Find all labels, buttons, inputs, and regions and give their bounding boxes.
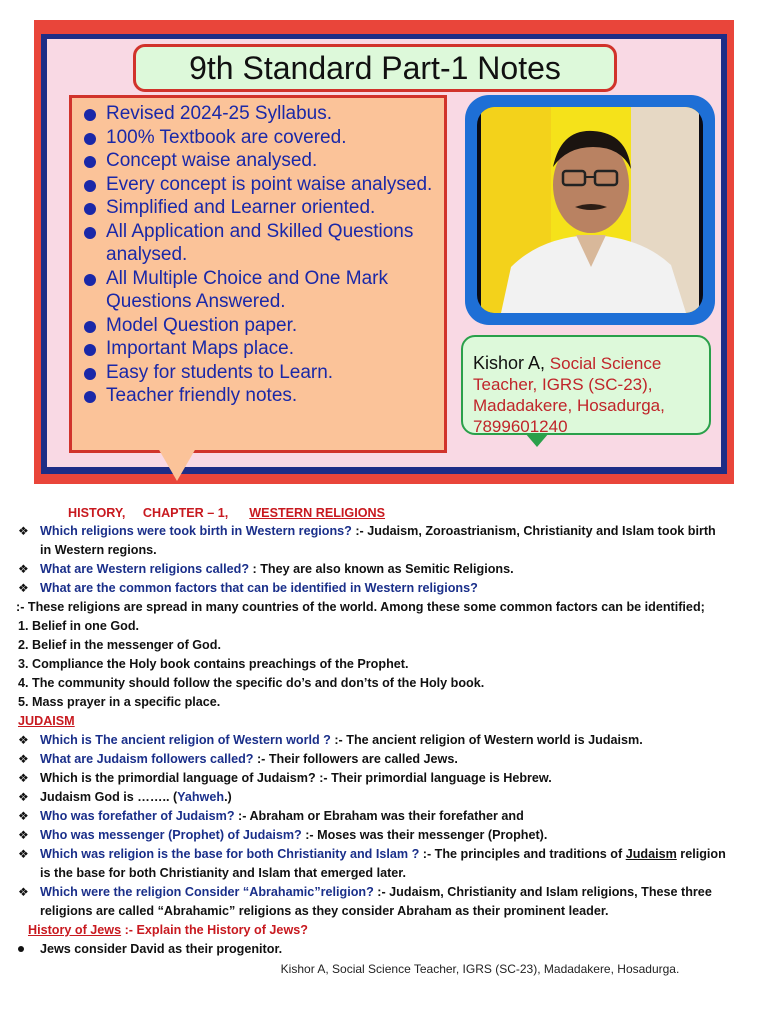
qa-line (40, 807, 524, 826)
feature-item: Model Question paper. (82, 314, 438, 338)
diamond-bullet-icon: ❖ (18, 733, 29, 747)
diamond-bullet-icon: ❖ (18, 581, 29, 595)
feature-item: Revised 2024-25 Syllabus. (82, 102, 438, 126)
qa-line (40, 826, 547, 845)
feature-item: Teacher friendly notes. (82, 384, 438, 408)
promo-banner (34, 20, 734, 484)
qa-line (40, 560, 514, 579)
feature-item: Simplified and Learner oriented. (82, 196, 438, 220)
feature-list (72, 98, 444, 408)
bullet-item: Jews consider David as their progenitor. (40, 942, 283, 956)
author-info-box (461, 335, 711, 435)
diamond-bullet-icon: ❖ (18, 752, 29, 766)
section-heading-judaism: JUDAISM (18, 714, 75, 728)
question-text: Who was messenger (Prophet) of Judaism? (40, 828, 302, 842)
answer-text: Judaism God is …….. ( (40, 790, 178, 804)
answer-text: :- Judaism, Zoroastrianism, Christianity and Islam took birth (351, 524, 716, 538)
qa-line: Which is the primordial language of Judaism? :- Their primordial language is Hebrew. (40, 771, 552, 785)
qa-line (40, 788, 232, 807)
banner-frame (41, 34, 727, 474)
qa-line (40, 750, 458, 769)
author-photo (477, 107, 703, 313)
diamond-bullet-icon: ❖ (18, 885, 29, 899)
diamond-bullet-icon: ❖ (18, 524, 29, 538)
bullet-dot-icon (18, 946, 24, 952)
callout-pointer (147, 429, 207, 481)
answer-continuation: is the base for both Christianity and Islam that emerged later. (40, 866, 407, 880)
feature-item: All Application and Skilled Questions analysed. (82, 220, 438, 267)
author-role: Social Science Teacher, IGRS (SC-23), Madadakere, Hosadurga, 7899601240 (473, 354, 665, 436)
author-portrait-image (481, 107, 699, 313)
diamond-bullet-icon: ❖ (18, 809, 29, 823)
factor-item: 2. Belief in the messenger of God. (18, 638, 221, 652)
banner-background (47, 39, 721, 467)
qa-line (40, 845, 726, 864)
topic-label: WESTERN RELIGIONS (249, 506, 386, 520)
feature-callout (69, 95, 447, 453)
feature-item: 100% Textbook are covered. (82, 126, 438, 150)
diamond-bullet-icon: ❖ (18, 771, 29, 785)
answer-text: :- The ancient religion of Western world is Judaism. (330, 733, 643, 747)
question-text: Which religions were took birth in Western regions? (40, 524, 352, 538)
answer-text: :- Moses was their messenger (Prophet). (301, 828, 548, 842)
diamond-bullet-icon: ❖ (18, 828, 29, 842)
feature-item: Concept waise analysed. (82, 149, 438, 173)
author-photo-frame (465, 95, 715, 325)
factor-item: 3. Compliance the Holy book contains preachings of the Prophet. (18, 657, 409, 671)
feature-item: Important Maps place. (82, 337, 438, 361)
qa-line (40, 731, 643, 750)
question-text: Which was religion is the base for both Christianity and Islam ? (40, 847, 420, 861)
answer-continuation: in Western regions. (40, 543, 157, 557)
subject-label: HISTORY, (68, 506, 126, 520)
answer-text: Judaism (625, 847, 677, 861)
feature-item: Easy for students to Learn. (82, 361, 438, 385)
section-heading-jews: History of Jews (28, 923, 122, 937)
question-text: What are Judaism followers called? (40, 752, 254, 766)
qa-line (40, 883, 712, 902)
question-text: What are Western religions called? (40, 562, 250, 576)
info-pointer (525, 433, 549, 447)
diamond-bullet-icon: ❖ (18, 847, 29, 861)
chapter-heading (68, 504, 385, 523)
answer-continuation: religions are called “Abrahamic” religions as they consider Abraham as their prominent leader. (40, 904, 609, 918)
factor-item: 5. Mass prayer in a specific place. (18, 695, 221, 709)
section-question: :- Explain the History of Jews? (121, 923, 308, 937)
answer-text: :- The principles and traditions of (419, 847, 626, 861)
factor-item: 1. Belief in one God. (18, 619, 140, 633)
answer-text: :- Judaism, Christianity and Islam religions, These three (373, 885, 712, 899)
answer-text: : They are also known as Semitic Religions. (249, 562, 514, 576)
feature-item: Every concept is point waise analysed. (82, 173, 438, 197)
question-text: Which is The ancient religion of Western world ? (40, 733, 331, 747)
god-name: Yahweh (177, 790, 225, 804)
question-text: Which were the religion Consider “Abrahamic”religion? (40, 885, 374, 899)
question-text: What are the common factors that can be identified in Western religions? (40, 581, 478, 595)
diamond-bullet-icon: ❖ (18, 562, 29, 576)
chapter-label: CHAPTER – 1, (142, 506, 229, 520)
page-footer: Kishor A, Social Science Teacher, IGRS (SC-23), Madadakere, Hosadurga. (280, 962, 680, 976)
diamond-bullet-icon: ❖ (18, 790, 29, 804)
answer-text: :- Abraham or Ebraham was their forefather and (234, 809, 524, 823)
author-name: Kishor A, (473, 353, 546, 373)
qa-line (40, 522, 716, 541)
jews-heading (28, 921, 308, 940)
feature-item: All Multiple Choice and One Mark Questions Answered. (82, 267, 438, 314)
answer-text: .) (224, 790, 232, 804)
common-factors-intro: :- These religions are spread in many countries of the world. Among these some common factors can be identified; (16, 600, 705, 614)
question-text: Who was forefather of Judaism? (40, 809, 235, 823)
answer-text: religion (676, 847, 726, 861)
factor-item: 4. The community should follow the specific do’s and don’ts of the Holy book. (18, 676, 485, 690)
answer-text: :- Their followers are called Jews. (253, 752, 458, 766)
banner-title: 9th Standard Part-1 Notes (133, 44, 617, 92)
